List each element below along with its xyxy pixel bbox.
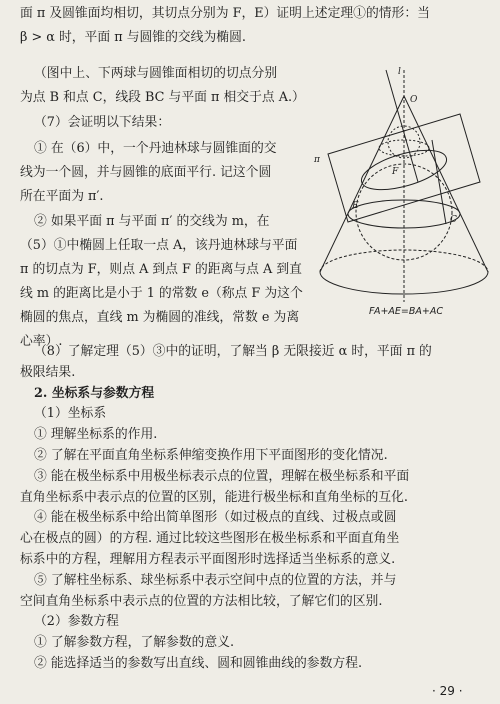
text-line: 为点 B 和点 C，线段 BC 与平面 π 相交于点 A.）	[20, 90, 305, 105]
text-line: 极限结果.	[20, 364, 76, 380]
text-line: ③ 能在极坐标系中用极坐标表示点的位置，理解在极坐标系和平面	[34, 468, 410, 484]
text-line: 空间直角坐标系中表示点的位置的方法相比较，了解它们的区别.	[20, 593, 383, 609]
text-line: ① 理解坐标系的作用.	[34, 427, 158, 443]
text-line: ② 了解在平面直角坐标系伸缩变换作用下平面图形的变化情况.	[34, 448, 388, 463]
text-line: 面 π 及圆锥面均相切，其切点分别为 F，E）证明上述定理①的情形：当	[20, 6, 430, 21]
figure-label-f: F	[392, 167, 399, 177]
text-line: （7）会证明以下结果：	[34, 115, 171, 130]
section-heading: 2. 坐标系与参数方程	[34, 385, 155, 401]
text-line: 心在极点的圆）的方程. 通过比较这些图形在极坐标系和平面直角坐	[20, 531, 400, 547]
text-line: ⑤ 了解柱坐标系、球坐标系中表示空间中点的位置的方法，并与	[34, 572, 397, 588]
text-line: 心率）.	[20, 334, 63, 349]
text-line: ① 了解参数方程，了解参数的意义.	[34, 635, 235, 651]
figure-caption: FA+AE=BA+AC	[369, 306, 443, 317]
figure-label-pi: π	[314, 155, 320, 165]
text-line: （5）①中椭圆上任取一点 A，该丹迪林球与平面	[20, 238, 298, 253]
text-line: （图中上、下两球与圆锥面相切的切点分别	[34, 66, 278, 81]
figure-label-l: l	[398, 67, 401, 77]
text-line: ② 能选择适当的参数写出直线、圆和圆锥曲线的参数方程.	[34, 656, 363, 671]
text-line: 直角坐标系中表示点的位置的区别，能进行极坐标和直角坐标的互化.	[20, 489, 408, 505]
text-line: 椭圆的焦点，直线 m 为椭圆的准线，常数 e 为离	[20, 310, 300, 325]
text-line: ① 在（6）中，一个丹迪林球与圆锥面的交	[34, 141, 277, 156]
page-number: · 29 ·	[432, 684, 463, 698]
text-line: ② 如果平面 π 与平面 π′ 的交线为 m，在	[34, 214, 270, 229]
figure-label-e: E	[352, 201, 359, 211]
figure-label-c: C	[450, 215, 457, 225]
text-line: β > α 时，平面 π 与圆锥的交线为椭圆.	[20, 30, 246, 45]
text-line: ④ 能在极坐标系中给出简单图形（如过极点的直线、过极点或圆	[34, 510, 397, 526]
text-line: 线为一个圆，并与圆锥的底面平行. 记这个圆	[20, 165, 272, 180]
text-line: 线 m 的距离比是小于 1 的常数 e（称点 F 为这个	[20, 286, 303, 301]
cone-diagram	[300, 62, 496, 318]
figure-label-o: O	[410, 95, 418, 105]
text-line: 所在平面为 π′.	[20, 189, 104, 204]
subsection-heading: （1）坐标系	[34, 406, 107, 422]
subsection-heading: （2）参数方程	[34, 614, 119, 630]
text-line: （8）了解定理（5）③中的证明，了解当 β 无限接近 α 时，平面 π 的	[34, 344, 432, 359]
text-line: π 的切点为 F，则点 A 到点 F 的距离与点 A 到直	[20, 262, 302, 277]
text-line: 标系中的方程，理解用方程表示平面图形时选择适当坐标系的意义.	[20, 552, 396, 567]
